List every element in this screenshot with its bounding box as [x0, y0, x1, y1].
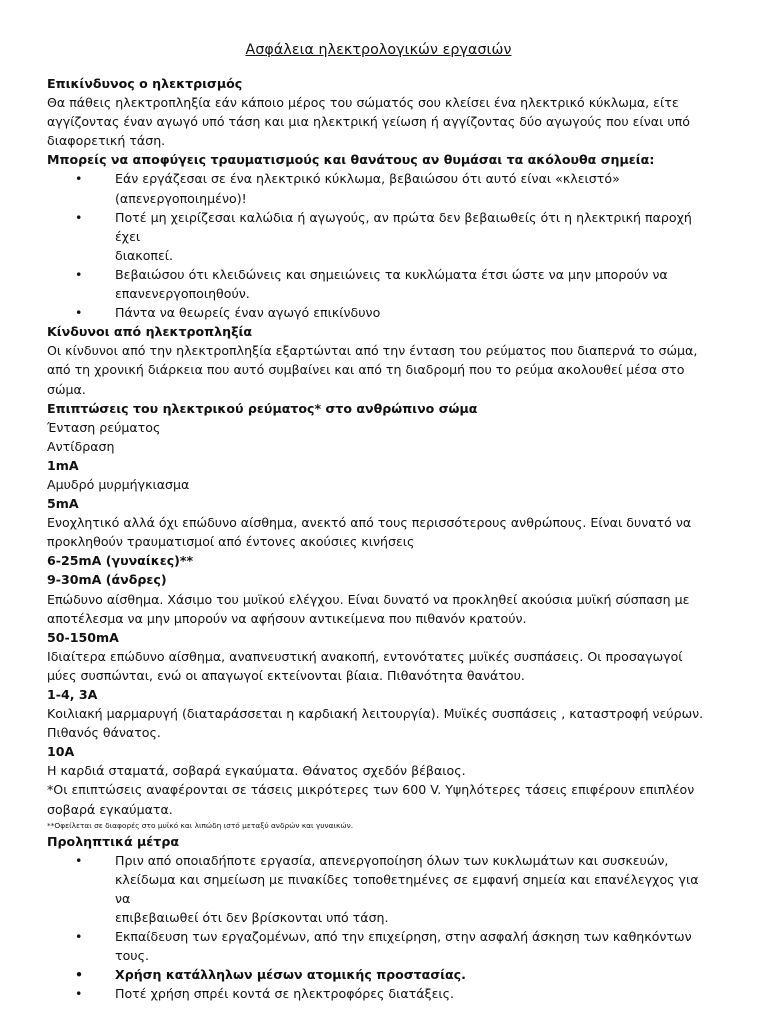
list-item	[115, 984, 710, 1003]
section-heading-danger: Επικίνδυνος ο ηλεκτρισμός	[47, 76, 243, 91]
list-item	[115, 965, 710, 984]
column-label-current: Ένταση ρεύματος	[47, 419, 161, 435]
current-value: 50-150mA	[47, 629, 119, 645]
list-item-line: επιβεβαιωθεί ότι δεν βρίσκονται υπό τάση.	[115, 910, 389, 926]
current-value: 1-4, 3A	[47, 687, 98, 702]
list-item-line: • Ποτέ μη χειρίζεσαι καλώδια ή αγωγούς, αν πρώτα δεν βεβαιωθείς ότι η ηλεκτρική παροχή έχει	[115, 209, 692, 244]
reaction-text: Επώδυνο αίσθημα. Χάσιμο του μυϊκού ελέγχου. Είναι δυνατό να προκληθεί ακούσια μυϊκή σύσπαση με	[47, 591, 690, 607]
list-item-line: (απενεργοποιημένο)!	[115, 190, 247, 206]
paragraph-line: σώμα.	[47, 381, 86, 397]
paragraph-line: Θα πάθεις ηλεκτροπληξία εάν κάποιο μέρος του σώματός σου κλείσει ένα ηλεκτρικό κύκλωμα, είτε	[47, 95, 679, 111]
list-item-line: • Πάντα να θεωρείς έναν αγωγό επικίνδυνο	[115, 305, 381, 321]
reaction-text: Ιδιαίτερα επώδυνο αίσθημα, αναπνευστική ανακοπή, εντονότατες μυϊκές συσπάσεις. Οι προσαγωγοί	[47, 648, 683, 664]
safety-tips-list	[47, 169, 710, 322]
reaction-text: Ενοχλητικό αλλά όχι επώδυνο αίσθημα, ανεκτό από τους περισσότερους ανθρώπους. Είναι δυνατό να	[47, 515, 692, 531]
list-item-line: • Εκπαίδευση των εργαζομένων, από την επιχείρηση, στην ασφαλή άσκηση των καθηκόντων τους.	[115, 929, 692, 964]
list-item-line: • Πριν από οποιαδήποτε εργασία, απενεργοποίηση όλων των κυκλωμάτων και συσκευών,	[115, 852, 669, 868]
reaction-text: αποτέλεσμα να μην μπορούν να αφήσουν αντικείμενα που πιθανόν κρατούν.	[47, 610, 527, 626]
list-item	[115, 169, 710, 207]
list-item-line: επανενεργοποιηθούν.	[115, 286, 250, 302]
current-value: 6-25mA (γυναίκες)**	[47, 553, 194, 569]
reaction-text: Πιθανός θάνατος.	[47, 725, 161, 741]
section-heading-prevention: Προληπτικά μέτρα	[47, 833, 180, 849]
list-item	[115, 208, 710, 265]
current-value: 5mA	[47, 496, 79, 512]
document-title: Ασφάλεια ηλεκτρολογικών εργασιών	[245, 42, 512, 58]
intro-line: Μπορείς να αποφύγεις τραυματισμούς και θανάτους αν θυμάσαι τα ακόλουθα σημεία:	[47, 152, 655, 168]
footnote-voltage: *Οι επιπτώσεις αναφέρονται σε τάσεις μικρότερες των 600 V. Υψηλότερες τάσεις επιφέρουν επιπλέον	[47, 782, 695, 798]
paragraph-line: Οι κίνδυνοι από την ηλεκτροπληξία εξαρτώνται από την ένταση του ρεύματος που διαπερνά το σώμα,	[47, 343, 698, 359]
list-item-line: κλείδωμα και σημείωση με πινακίδες τοποθετημένες σε εμφανή σημεία και επανέλεγχος για να	[115, 871, 699, 906]
prevention-list	[47, 851, 710, 1004]
reaction-text: Αμυδρό μυρμήγκιασμα	[47, 476, 190, 492]
reaction-text: προκληθούν τραυματισμοί από έντονες ακούσιες κινήσεις	[47, 534, 415, 550]
reaction-text: μύες συσπώνται, ενώ οι απαγωγοί εκτείνονται βίαια. Πιθανότητα θανάτου.	[47, 667, 525, 683]
reaction-text: Κοιλιακή μαρμαρυγή (διαταράσσεται η καρδιακή λειτουργία). Μυϊκές συσπάσεις , καταστροφή νεύρων.	[47, 706, 704, 722]
list-item-line: • Χρήση κατάλληλων μέσων ατομικής προστασίας.	[115, 967, 466, 983]
current-value: 9-30mA (άνδρες)	[47, 572, 167, 588]
list-item	[115, 303, 710, 322]
paragraph-line: από τη χρονική διάρκεια που αυτό συμβαίνει και από τη διαδρομή που το ρεύμα ακολουθεί μέσα στο	[47, 362, 685, 378]
list-item	[115, 927, 710, 965]
paragraph-line: αγγίζοντας έναν αγωγό υπό τάση και μια ηλεκτρική γείωση ή αγγίζοντας δύο αγωγούς που είναι υπό	[47, 114, 690, 130]
section-heading-effects: Επιπτώσεις του ηλεκτρικού ρεύματος* στο ανθρώπινο σώμα	[47, 400, 478, 416]
footnote-voltage: σοβαρά εγκαύματα.	[47, 801, 173, 817]
section-heading-risks: Κίνδυνοι από ηλεκτροπληξία	[47, 324, 253, 340]
list-item-line: • Βεβαιώσου ότι κλειδώνεις και σημειώνεις τα κυκλώματα έτσι ώστε να μην μπορούν να	[115, 266, 668, 282]
list-item-line: • Ποτέ χρήση σπρέι κοντά σε ηλεκτροφόρες διατάξεις.	[115, 986, 455, 1002]
current-value: 1mA	[47, 457, 79, 473]
list-item-line: • Εάν εργάζεσαι σε ένα ηλεκτρικό κύκλωμα, βεβαιώσου ότι αυτό είναι «κλειστό»	[115, 171, 620, 187]
list-item-line: διακοπεί.	[115, 247, 174, 263]
reaction-text: Η καρδιά σταματά, σοβαρά εγκαύματα. Θάνατος σχεδόν βέβαιος.	[47, 763, 466, 779]
list-item	[115, 265, 710, 303]
current-value: 10A	[47, 744, 75, 760]
column-label-reaction: Αντίδραση	[47, 438, 115, 454]
footnote-gender: **Οφείλεται σε διαφορές στο μυϊκό και λιπώδη ιστό μεταξύ ανδρών και γυναικών.	[47, 820, 354, 830]
list-item	[115, 851, 710, 927]
paragraph-line: διαφορετική τάση.	[47, 133, 166, 149]
